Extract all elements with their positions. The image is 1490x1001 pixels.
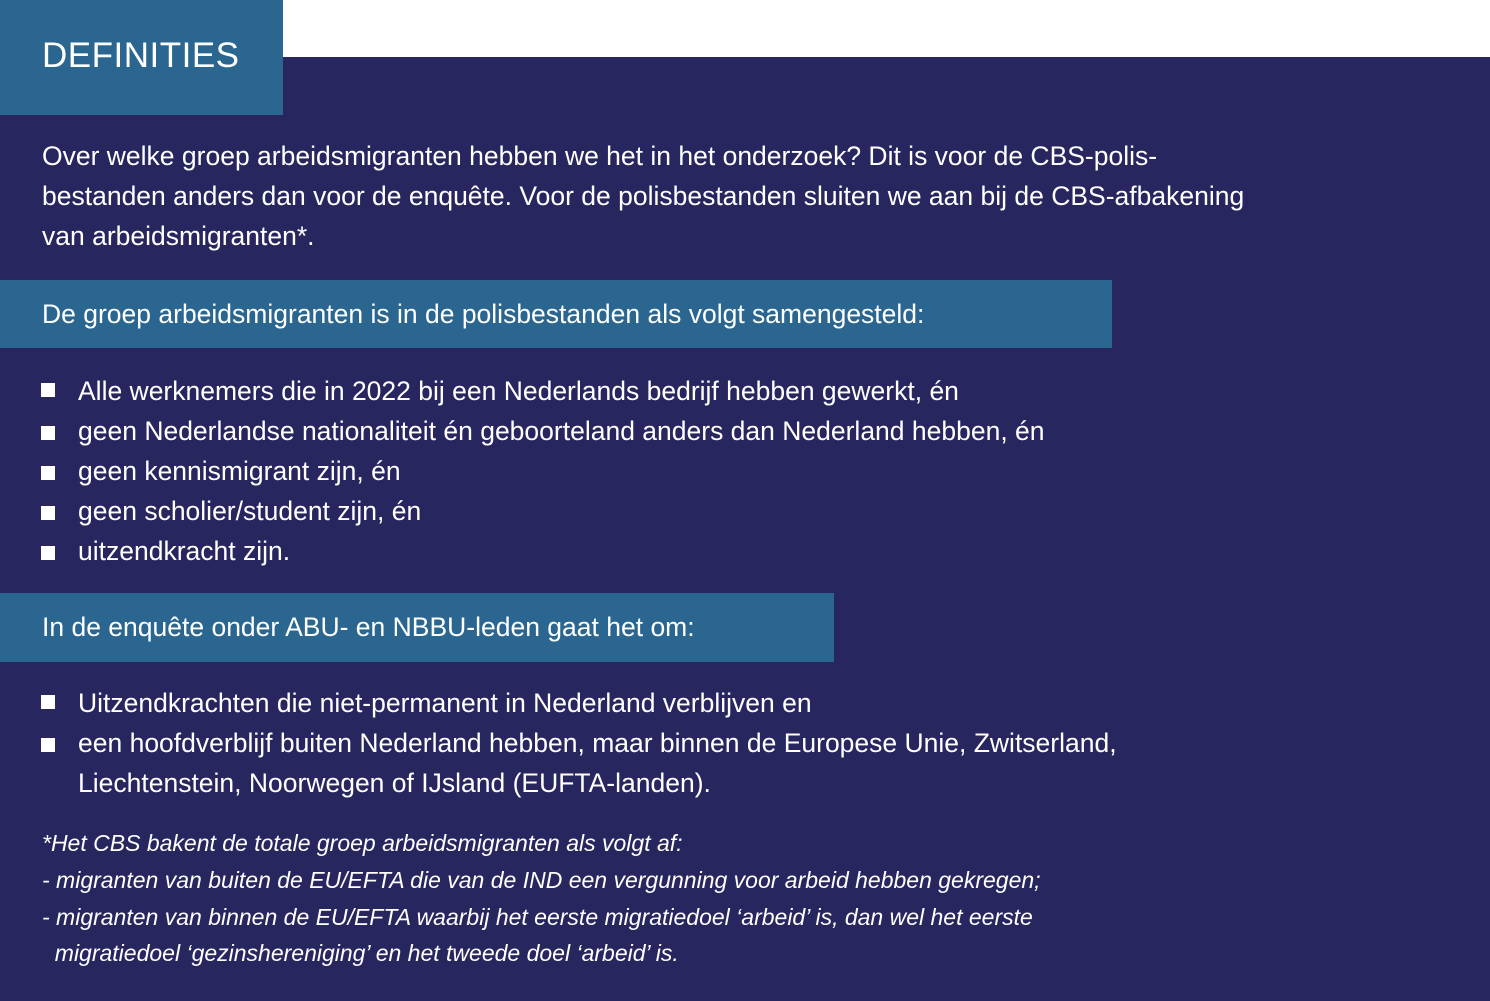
section1-heading: De groep arbeidsmigranten is in de polisbestanden als volgt samengesteld: xyxy=(42,299,925,329)
footnote-line: migratiedoel ‘gezinshereniging’ en het tweede doel ‘arbeid’ is. xyxy=(42,940,679,966)
list-item: geen Nederlandse nationaliteit én geboorteland anders dan Nederland hebben, én xyxy=(78,416,1045,446)
intro-line: van arbeidsmigranten*. xyxy=(42,221,315,251)
section1-heading-bar xyxy=(0,280,1112,348)
list-item: geen kennismigrant zijn, én xyxy=(78,456,401,486)
bullet-icon xyxy=(41,466,55,480)
top-white-strip xyxy=(283,0,1490,57)
bullet-icon xyxy=(41,506,55,520)
footnote-line: - migranten van buiten de EU/EFTA die van de IND een vergunning voor arbeid hebben gekregen; xyxy=(42,867,1041,893)
intro-line: bestanden anders dan voor de enquête. Voor de polisbestanden sluiten we aan bij de CBS-afbakening xyxy=(42,181,1245,211)
title-box xyxy=(0,0,283,115)
list-item: een hoofdverblijf buiten Nederland hebben, maar binnen de Europese Unie, Zwitserland, xyxy=(78,728,1117,758)
list-item: Alle werknemers die in 2022 bij een Nederlands bedrijf hebben gewerkt, én xyxy=(78,376,959,406)
section2-heading-bar xyxy=(0,593,834,662)
bullet-icon xyxy=(41,695,55,709)
intro-line: Over welke groep arbeidsmigranten hebben we het in het onderzoek? Dit is voor de CBS-polis- xyxy=(42,141,1158,171)
bullet-icon xyxy=(41,426,55,440)
list-item-continuation: Liechtenstein, Noorwegen of IJsland (EUFTA-landen). xyxy=(78,768,711,798)
section2-heading: In de enquête onder ABU- en NBBU-leden gaat het om: xyxy=(42,612,695,642)
footnote-line: - migranten van binnen de EU/EFTA waarbij het eerste migratiedoel ‘arbeid’ is, dan wel het eerste xyxy=(42,904,1033,930)
bullet-icon xyxy=(41,546,55,560)
list-item: uitzendkracht zijn. xyxy=(78,536,291,566)
list-item: geen scholier/student zijn, én xyxy=(78,496,422,526)
page-title: DEFINITIES xyxy=(42,36,240,75)
bullet-icon xyxy=(41,738,55,752)
list-item: Uitzendkrachten die niet-permanent in Nederland verblijven en xyxy=(78,688,812,718)
footnote-line: *Het CBS bakent de totale groep arbeidsmigranten als volgt af: xyxy=(42,830,683,856)
bullet-icon xyxy=(41,383,55,397)
